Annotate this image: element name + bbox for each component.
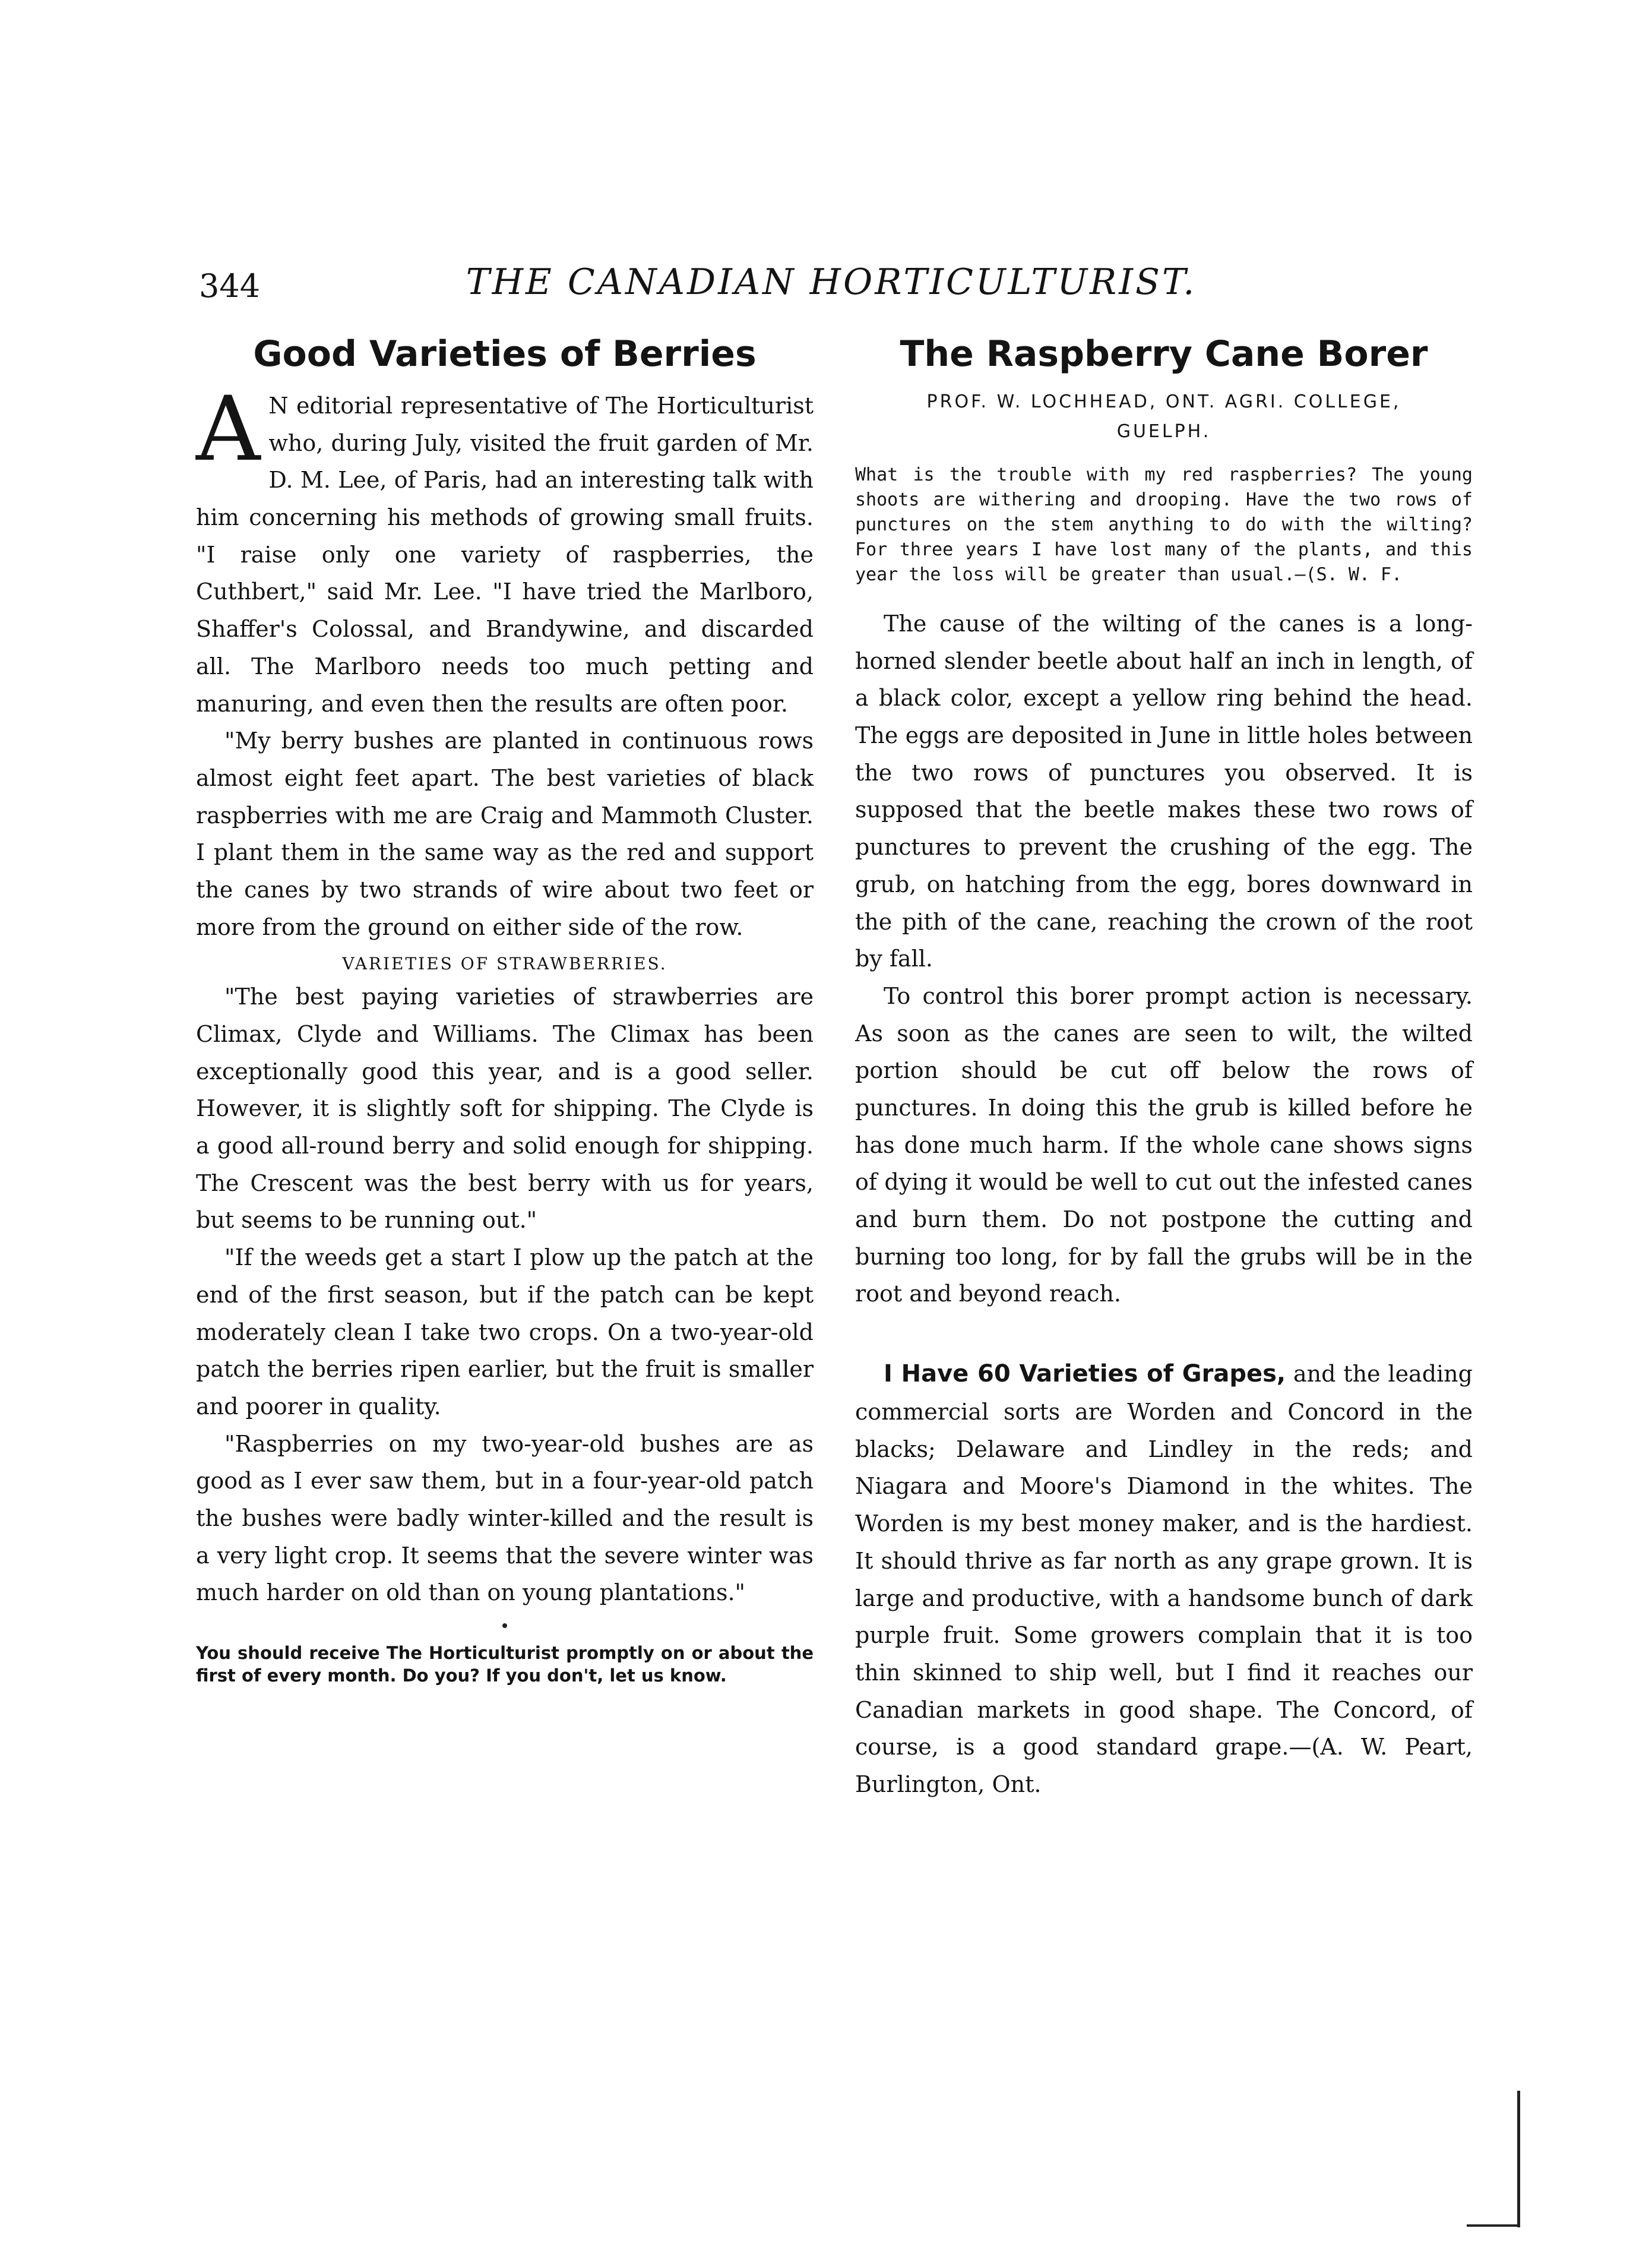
article-paragraph: The cause of the wilting of the canes is a long-horned slender beetle about half an inch in length, of a black color, except a yellow ring behind the head. The eggs are deposited in June in little holes between the two rows of punctures you observed. It is supposed that the beetle makes these two rows of punctures to prevent the crushing of the egg. The grub, on hatching from the egg, bores downward in the pith of the cane, reaching the crown of the root by fall.: [855, 611, 1473, 972]
subheading-strawberries: VARIETIES OF STRAWBERRIES.: [342, 954, 667, 974]
grapes-text: and the leading commercial sorts are Worden and Concord in the blacks; Delaware and Lindley in the reds; and Niagara and Moore's Diamond in the whites. The Worden is my best money maker, and is the hardiest. It should thrive as far north as any grape grown. It is large and productive, with a handsome bunch of dark purple fruit. Some growers complain that it is too thin skinned to ship well, but I find it reaches our Canadian markets in good shape. The Concord, of course, is a good standard grape.—(A. W. Peart, Burlington, Ont.: [855, 1361, 1473, 1797]
reader-query: What is the trouble with my red raspberries? The young shoots are withering and drooping. Have the two rows of punctures on the stem anything to do with the wilting? For three years I have lost many of the plants, and this year the loss will be greater than usual.—(S. W. F.: [855, 464, 1473, 585]
article-paragraph: "My berry bushes are planted in continuous rows almost eight feet apart. The best varieties of black raspberries with me are Craig and Mammoth Cluster. I plant them in the same way as the red and support the canes by two strands of wire about two feet or more from the ground on either side of the row.: [196, 728, 814, 940]
article-paragraph: To control this borer prompt action is necessary. As soon as the canes are seen to wilt, the wilted portion should be cut off below the rows of punctures. In doing this the grub is killed before he has done much harm. If the whole cane shows signs of dying it would be well to cut out the infested canes and burn them. Do not postpone the cutting and burning too long, for by fall the grubs will be in the root and beyond reach.: [855, 982, 1473, 1307]
page-edge-rule-foot: [1467, 2224, 1520, 2227]
article-paragraph: "The best paying varieties of strawberries are Climax, Clyde and Williams. The Climax has been exceptionally good this year, and is a good seller. However, it is slightly soft for shipping. The Clyde is a good all-round berry and solid enough for shipping. The Crescent was the best berry with us for years, but seems to be running out.": [196, 984, 814, 1234]
article-title-cane-borer: The Raspberry Cane Borer: [900, 333, 1428, 375]
separator-dot: [502, 1623, 507, 1628]
right-column: [855, 333, 1473, 1803]
article-paragraph: "If the weeds get a start I plow up the patch at the end of the first season, but if the patch can be kept moderately clean I take two crops. On a two-year-old patch the berries ripen earlier, but the fruit is smaller and poorer in quality.: [196, 1244, 814, 1420]
article-paragraph: [196, 378, 814, 722]
grapes-run-in-title: I Have 60 Varieties of Grapes,: [884, 1360, 1286, 1388]
page-header: [199, 261, 1464, 315]
author-byline: PROF. W. LOCHHEAD, ONT. AGRI. COLLEGE, GUELPH.: [926, 391, 1401, 442]
journal-title: THE CANADIAN HORTICULTURIST.: [466, 261, 1197, 303]
page-edge-rule: [1517, 2091, 1520, 2227]
article-paragraph: "Raspberries on my two-year-old bushes are as good as I ever saw them, but in a four-year-old patch the bushes were badly winter-killed and the result is a very light crop. It seems that the severe winter was much harder on old than on young plantations.": [196, 1430, 814, 1606]
drop-cap: A: [196, 378, 261, 481]
article-title-berries: Good Varieties of Berries: [253, 333, 757, 375]
subscription-notice: You should receive The Horticulturist promptly on or about the first of every month. Do you? If you don't, let us know.: [196, 1643, 814, 1686]
paragraph-text: N editorial representative of The Horticulturist who, during July, visited the fruit garden of Mr. D. M. Lee, of Paris, had an interesting talk with him concerning his methods of growing small fruits. "I raise only one variety of raspberries, the Cuthbert," said Mr. Lee. "I have tried the Marlboro, Shaffer's Colossal, and Brandywine, and discarded all. The Marlboro needs too much petting and manuring, and even then the results are often poor.: [196, 393, 814, 717]
left-column: [196, 333, 814, 1687]
section-gap: [855, 1313, 1473, 1354]
page-number: 344: [199, 267, 261, 305]
grapes-paragraph: [855, 1354, 1473, 1803]
